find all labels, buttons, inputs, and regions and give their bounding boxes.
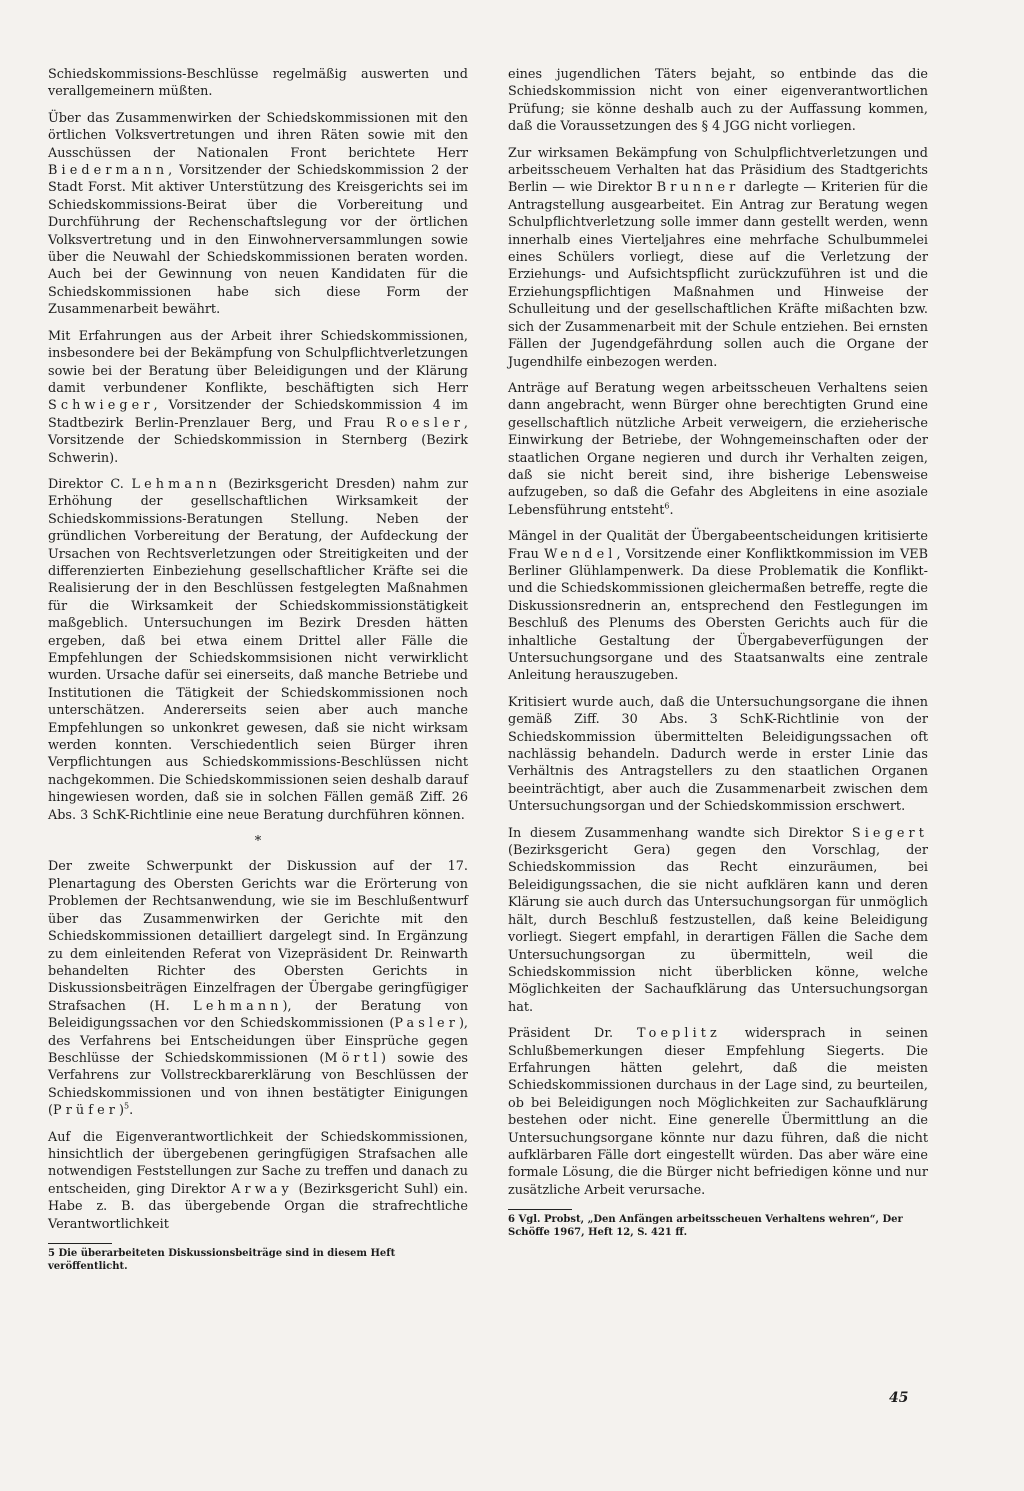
spaced-name: Wendel	[544, 546, 617, 562]
left-column	[48, 66, 468, 1282]
paragraph: Schiedskommissions-Beschlüsse regelmäßig auswerten und verallgemeinern müßten.	[48, 67, 468, 100]
spaced-name: Lehmann	[131, 476, 221, 492]
footnote-rule	[48, 1243, 112, 1244]
section-separator: *	[254, 834, 262, 850]
paragraph: Kritisiert wurde auch, daß die Untersuchungsorgane die ihnen gemäß Ziff. 30 Abs. 3 SchK-Richtlinie von der Schiedskommission übermittelten Beleidigungssachen oft nachlässig behandeln. Dadurch werde in erster Linie das Verhältnis des Antragstellers zu den staatlichen Organen beeinträchtigt, aber auch die Zusammenarbeit zwischen dem Untersuchungsorgan und der Schiedskommission erschwert.	[508, 694, 928, 815]
footnote-ref: 6	[664, 501, 670, 511]
footnote: 5 Die überarbeiteten Diskussionsbeiträge sind in diesem Heft veröffentlicht.	[48, 1248, 396, 1272]
paragraph: Über das Zusammenwirken der Schiedskommissionen mit den örtlichen Volksvertretungen und ihren Räten sowie mit den Ausschüssen der Nationalen Front berichtete Herr Biedermann, Vorsitzender der Schiedskommission 2 der Stadt Forst. Mit aktiver Unterstützung des Kreisgerichts sei im Schiedskommissions-Beirat über die Vorbereitung und Durchführung der Rechenschaftslegung vor der örtlichen Volksvertretung und in den Einwohnerversammlungen sowie über die Neuwahl der Schiedskommissionen beraten worden. Auch bei der Gewinnung von neuen Kandidaten für die Schiedskommissionen habe sich diese Form der Zusammenarbeit bewährt.	[48, 110, 468, 318]
spaced-name: Prüfer	[53, 1103, 119, 1119]
paragraph: In diesem Zusammenhang wandte sich Direktor Siegert (Bezirksgericht Gera) gegen den Vorschlag, der Schiedskommission das Recht einzuräumen, bei Beleidigungssachen, die sie nicht aufklären kann und deren Klärung sie auch durch das Untersuchungsorgan für unmöglich hält, durch Beschluß festzustellen, daß keine Beleidigung vorliegt. Siegert empfahl, in derartigen Fällen die Sache dem Untersuchungsorgan zu übermitteln, weil die Schiedskommission nicht überblicken könne, welche Möglichkeiten der Sachaufklärung das Untersuchungsorgan hat.	[508, 825, 928, 1015]
footnote-ref: 5	[123, 1101, 130, 1111]
page-number: 45	[889, 1390, 909, 1406]
paragraph: eines jugendlichen Täters bejaht, so entbinde das die Schiedskommission nicht von einer eigenverantwortlichen Prüfung; sie könne deshalb auch zu der Auffassung kommen, daß die Voraussetzungen des § 4 JGG nicht vorliegen.	[508, 67, 928, 135]
paragraph: Präsident Dr. Toeplitz widersprach in seinen Schlußbemerkungen dieser Empfehlung Siegerts. Die Erfahrungen hätten gelehrt, daß die meisten Schiedskommissionen durchaus in der Lage sind, zu beurteilen, ob bei Beleidigungen noch Möglichkeiten zur Sachaufklärung bestehen oder nicht. Eine generelle Übermittlung an die Untersuchungsorgane könnte nur dazu führen, daß die nicht aufklärbaren Fälle dort eingestellt würden. Das aber wäre eine formale Lösung, die die Bürger nicht befriedigen könne und nur zusätzliche Arbeit verursache.	[508, 1026, 929, 1198]
spaced-name: Roesler	[385, 415, 464, 431]
spaced-name: Pasler	[394, 1016, 459, 1032]
spaced-name: Lehmann	[193, 998, 283, 1014]
spaced-name: Mörtl	[324, 1050, 382, 1066]
paragraph: Auf die Eigenverantwortlichkeit der Schiedskommissionen, hinsichtlich der übergebenen geringfügigen Strafsachen alle notwendigen Feststellungen zur Sache zu treffen und danach zu entscheiden, ging Direktor Arway (Bezirksgericht Suhl) ein. Habe z. B. das übergebende Organ die strafrechtliche Verantwortlichkeit	[48, 1129, 468, 1232]
footnote: 6 Vgl. Probst, „Den Anfängen arbeitsscheuen Verhaltens wehren“, Der Schöffe 1967, Heft 12, S. 421 ff.	[508, 1214, 903, 1238]
paragraph: Mängel in der Qualität der Übergabeentscheidungen kritisierte Frau Wendel, Vorsitzende einer Konfliktkommission im VEB Berliner Glühlampenwerk. Da diese Problematik die Konflikt- und die Schiedskommissionen gleichermaßen betreffe, regte die Diskussionsrednerin an, entsprechend den Festlegungen im Beschluß des Plenums des Obersten Gerichts auch für die inhaltliche Gestaltung der Übergabeverfügungen der Untersuchungsorgane und des Staatsanwalts eine zentrale Anleitung herauszugeben.	[508, 529, 929, 684]
footnote-rule	[508, 1209, 572, 1210]
paragraph: Direktor C. Lehmann (Bezirksgericht Dresden) nahm zur Erhöhung der gesellschaftlichen Wirksamkeit der Schiedskommissions-Beratungen Stellung. Neben der gründlichen Vorbereitung der Beratung, der Aufdeckung der Ursachen von Rechtsverletzungen oder Streitigkeiten und der differenzierten Einbeziehung gesellschaftlicher Kräfte sei die Realisierung der in den Beschlüssen festgelegten Maßnahmen für die Wirksamkeit der Schiedskommissionstätigkeit maßgeblich. Untersuchungen im Bezirk Dresden hätten ergeben, daß bei etwa einem Drittel aller Fälle die Empfehlungen der Schiedskommsisionen nicht verwirklicht wurden. Ursache dafür sei einerseits, daß manche Betriebe und Institutionen die Tätigkeit der Schiedskommissionen noch unterschätzen. Andererseits seien aber auch manche Empfehlungen so unkonkret gewesen, daß sie nicht wirksam werden konnten. Verschiedentlich seien Bürger ihren Verpflichtungen aus Schiedskommissions-Beschlüssen nicht nachgekommen. Die Schiedskommissionen seien deshalb darauf hingewiesen worden, daß sie in solchen Fällen gemäß Ziff. 26 Abs. 3 SchK-Richtlinie eine neue Beratung durchführen können.	[48, 476, 468, 823]
paragraph: Der zweite Schwerpunkt der Diskussion auf der 17. Plenartagung des Obersten Gerichts war die Erörterung von Problemen der Rechtsanwendung, wie sie im Beschlußentwurf über das Zusammenwirken der Gerichte mit den Schiedskommissionen detailliert dargelegt sind. In Ergänzung zu dem einleitenden Referat von Vizepräsident Dr. Reinwarth behandelten Richter des Obersten Gerichts in Diskussionsbeiträgen Einzelfragen der Übergabe geringfügiger Strafsachen (H. Lehmann), der Beratung von Beleidigungssachen vor den Schiedskommissionen (Pasler), des Verfahrens bei Entscheidungen über Einsprüche gegen Beschlüsse der Schiedskommissionen (Mörtl) sowie des Verfahrens zur Vollstreckbarerklärung von Beschlüssen der Schiedskommissionen und von ihnen bestätigter Einigungen (Prüfer)$^5$.	[48, 859, 469, 1119]
spaced-name: Arway	[231, 1181, 293, 1197]
spaced-name: Brunner	[656, 180, 740, 196]
paragraph: Mit Erfahrungen aus der Arbeit ihrer Schiedskommissionen, insbesondere bei der Bekämpfung von Schulpflichtverletzungen sowie bei der Beratung über Beleidigungen und der Klärung damit verbundener Konflikte, beschäftigten sich Herr Schwieger, Vorsitzender der Schiedskommission 4 im Stadtbezirk Berlin-Prenzlauer Berg, und Frau Roesler, Vorsitzende der Schiedskommission in Sternberg (Bezirk Schwerin).	[48, 328, 468, 466]
spaced-name: Biedermann	[48, 163, 169, 179]
spaced-name: Schwieger	[48, 398, 154, 414]
paragraph: Zur wirksamen Bekämpfung von Schulpflichtverletzungen und arbeitsscheuem Verhalten hat das Präsidium des Stadtgerichts Berlin — wie Direktor Brunner darlegte — Kriterien für die Antragstellung ausgearbeitet. Ein Antrag zur Beratung wegen Schulpflichtverletzung solle immer dann gestellt werden, wenn innerhalb eines Vierteljahres eine mehrfache Schulbummelei eines Schülers vorliegt, diese auf die Verletzung der Erziehungs- und Aufsichtspflicht zurückzuführen ist und die Erziehungspflichtigen Maßnahmen und Hinweise der Schulleitung und der gesellschaftlichen Kräfte mißachten bzw. sich der Zusammenarbeit mit der Schule entziehen. Bei ernsten Fällen der Jugendgefährdung sollen auch die Organe der Jugendhilfe einbezogen werden.	[508, 145, 928, 370]
spaced-name: Toeplitz	[637, 1026, 721, 1042]
spaced-name: Siegert	[851, 825, 928, 841]
paragraph: Anträge auf Beratung wegen arbeitsscheuen Verhaltens seien dann angebracht, wenn Bürger ohne berechtigten Grund eine gesellschaftlich nützliche Arbeit verweigern, die erzieherische Einwirkung der Betriebe, der Wohngemeinschaften oder der staatlichen Organe negieren und durch ihr Verhalten zeigen, daß sie nicht bereit sind, ihre bisherige Lebensweise aufzugeben, so daß die Gefahr des Abgleitens in eine asoziale Lebensführung entsteht$^6$.	[508, 380, 928, 518]
right-column	[508, 66, 928, 1248]
